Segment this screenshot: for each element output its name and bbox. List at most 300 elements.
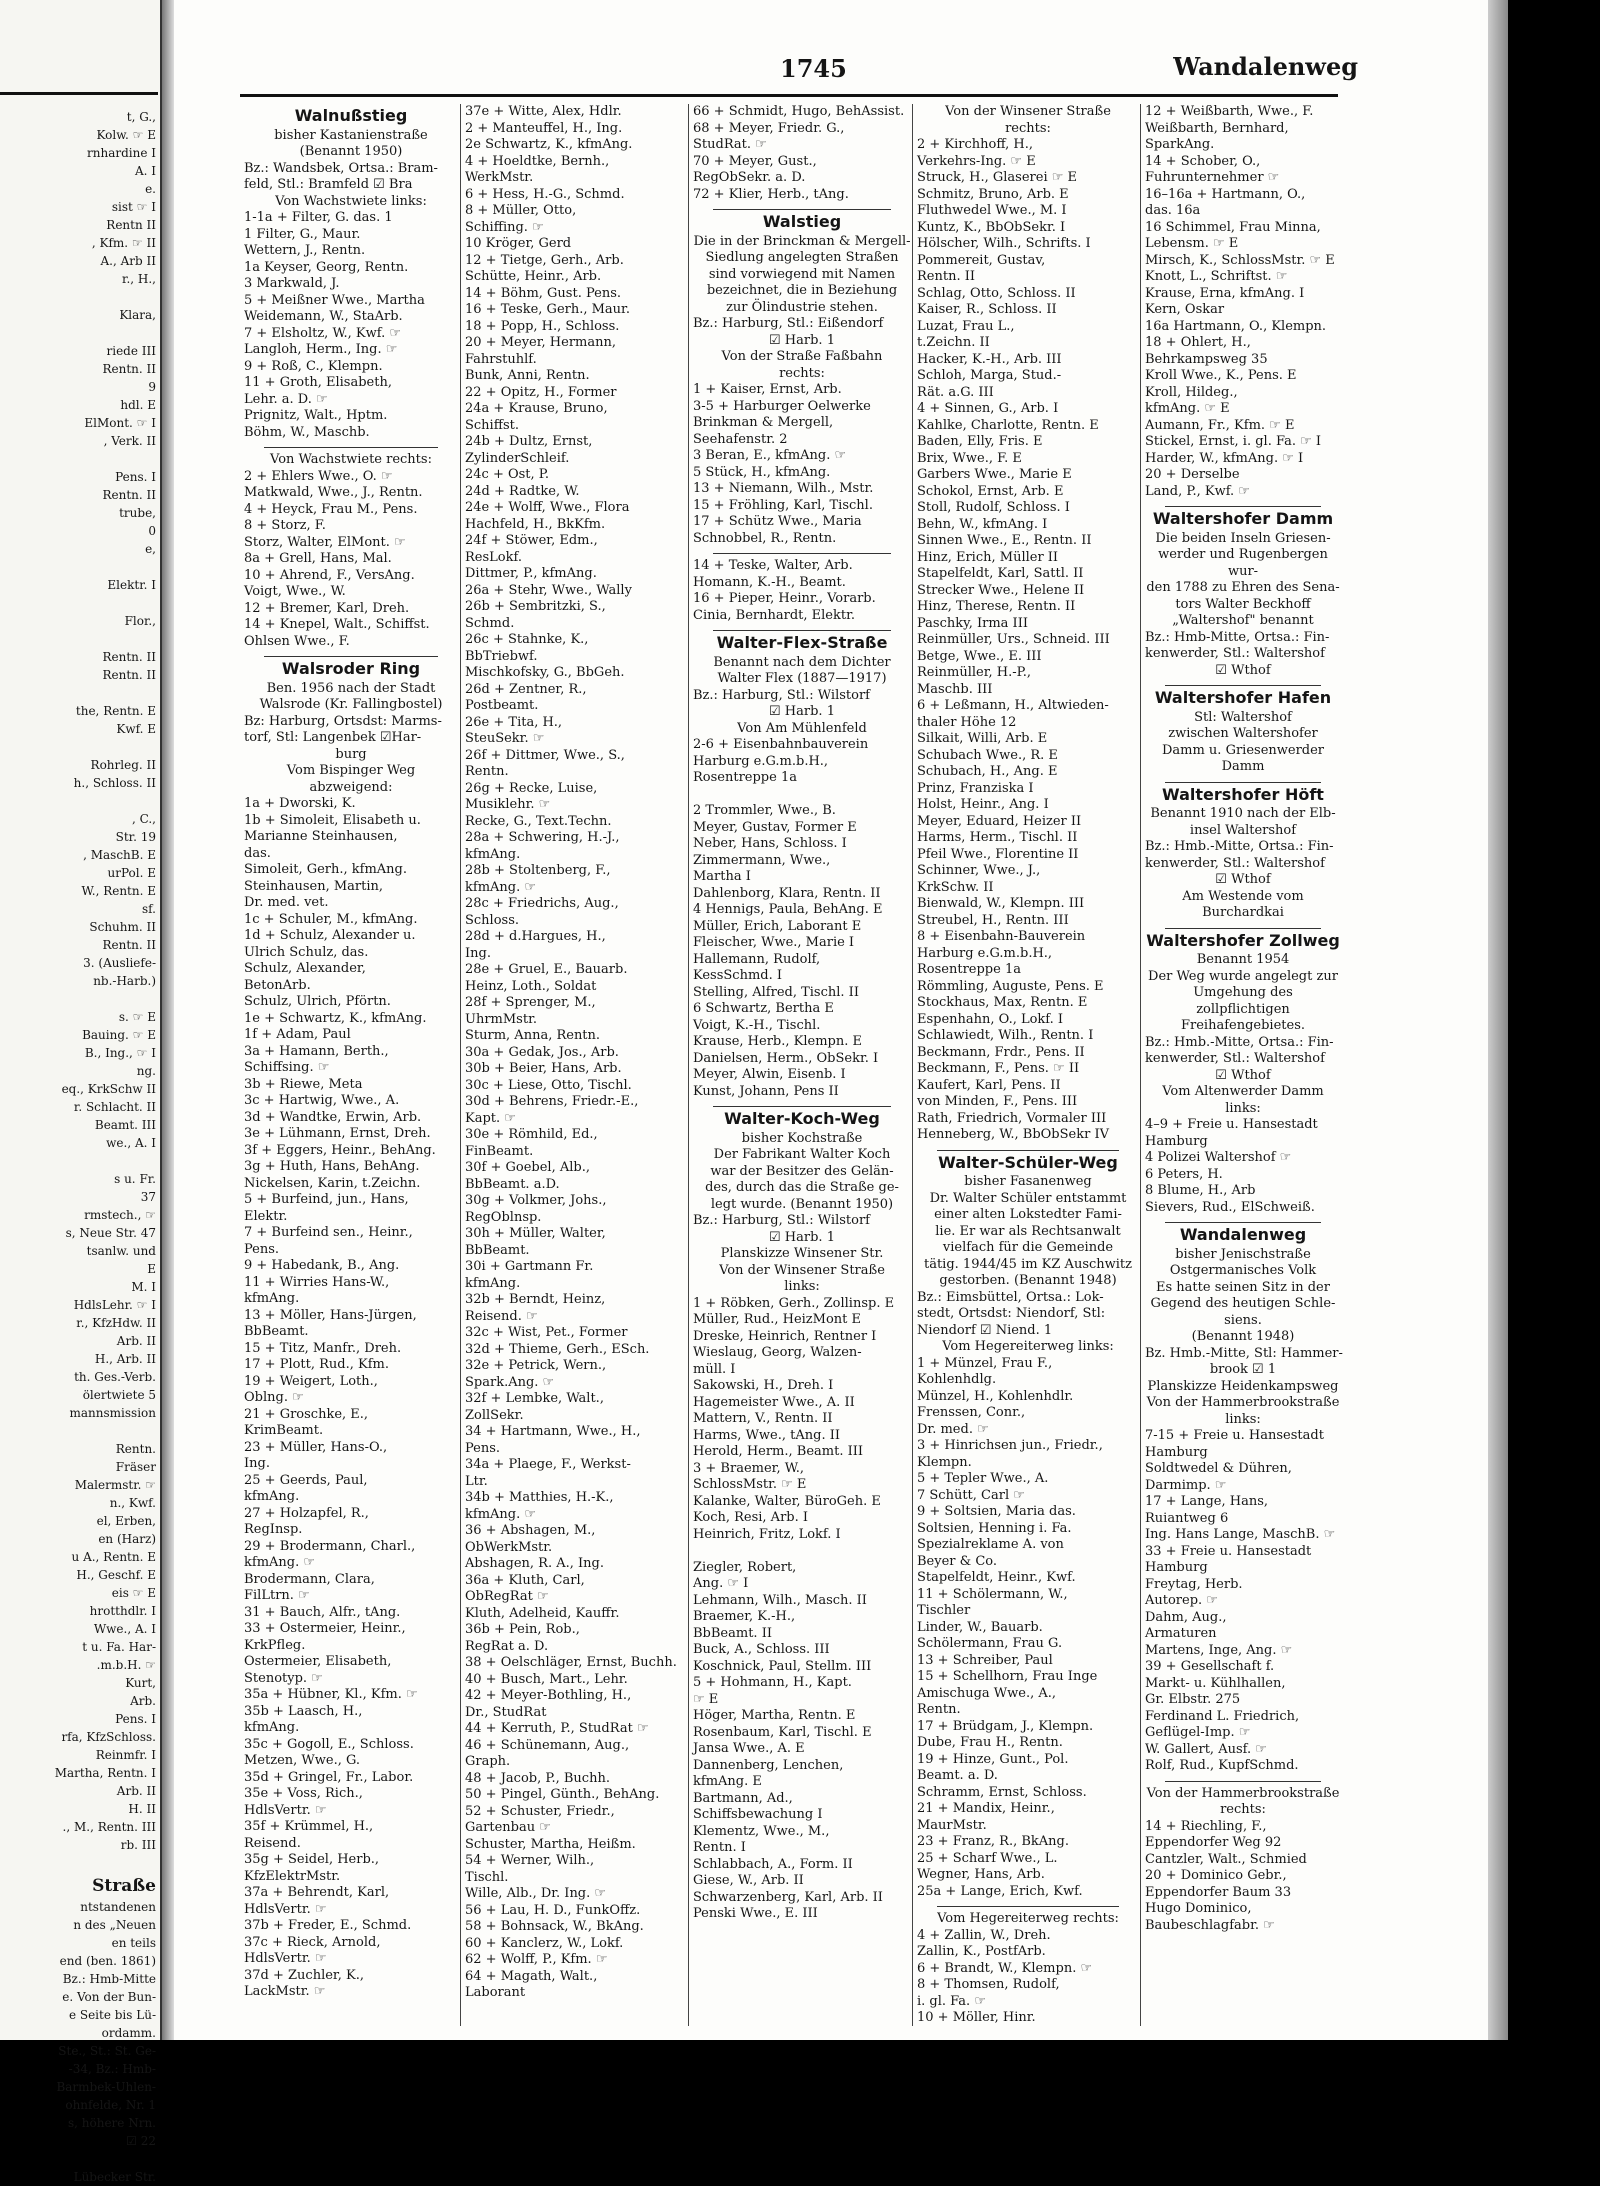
directory-entry: Fluthwedel Wwe., M. I <box>917 203 1067 218</box>
directory-entry: i. gl. Fa. ☞ <box>917 1993 986 2009</box>
previous-page-line: t u. Fa. Har- <box>82 1640 156 1654</box>
directory-entry: 30c + Liese, Otto, Tischl. <box>465 1077 632 1093</box>
directory-entry: Armaturen <box>1145 1626 1217 1641</box>
previous-page-text <box>0 108 160 2186</box>
previous-page-line: Rentn. II <box>102 488 156 502</box>
previous-page-line: sf. <box>142 902 156 916</box>
directory-entry: Knott, L., Schriftst. ☞ <box>1145 269 1288 284</box>
previous-page-line: r., KfzHdw. II <box>76 1316 156 1330</box>
directory-entry: kfmAng. <box>244 1291 300 1306</box>
directory-entry: Sievers, Rud., ElSchweiß. <box>1145 1199 1315 1215</box>
directory-entry: 48 + Jacob, P., Buchh. <box>465 1770 610 1786</box>
directory-entry: Behrkampsweg 35 <box>1145 351 1268 367</box>
directory-entry: BbBeamt. II <box>693 1625 772 1641</box>
directory-entry: Krause, Herb., Klempn. E <box>693 1034 862 1049</box>
directory-entry: Kroll, Hildeg., <box>1145 384 1238 400</box>
previous-page-line: H., Geschf. E <box>76 1568 156 1582</box>
previous-page-line: eq., KrkSchw II <box>61 1082 156 1096</box>
section-divider <box>713 630 891 631</box>
directory-entry: Bz.: Harburg, Stl.: Wilstorf <box>693 1213 870 1228</box>
previous-page-line: ng. <box>136 1064 156 1078</box>
previous-page-line <box>2 2150 160 2168</box>
previous-page-line: Arb. II <box>116 1784 156 1798</box>
directory-entry: Klementz, Wwe., M., <box>693 1823 830 1839</box>
directory-entry: Müller, Rud., HeizMont E <box>693 1312 862 1327</box>
directory-entry: 10 Kröger, Gerd <box>465 236 572 251</box>
column-4 <box>912 104 1143 2026</box>
directory-entry: 12 + Bremer, Karl, Dreh. <box>244 600 410 616</box>
directory-entry: Schiffsing. ☞ <box>244 1060 330 1075</box>
directory-entry: 32f + Lembke, Walt., <box>465 1391 604 1406</box>
previous-page-line: Pens. I <box>115 1712 156 1726</box>
directory-entry: Harburg e.G.m.b.H., <box>917 945 1053 961</box>
directory-entry: SteuSekr. ☞ <box>465 731 545 746</box>
directory-entry: Stoll, Rudolf, Schloss. I <box>917 500 1070 515</box>
directory-entry: 18 + Popp, H., Schloss. <box>465 318 620 334</box>
directory-entry: Prignitz, Walt., Hptm. <box>244 408 388 423</box>
directory-entry: Linder, W., Bauarb. <box>917 1619 1043 1635</box>
directory-entry: 3c + Hartwig, Wwe., A. <box>244 1093 400 1108</box>
directory-entry: kfmAng. ☞ <box>465 1506 537 1522</box>
directory-entry: Reisend. <box>244 1835 301 1851</box>
previous-page-line: Bauing. ☞ E <box>82 1028 156 1042</box>
street-note: Es hatte seinen Sitz in der <box>1156 1279 1330 1295</box>
directory-entry: 16 + Teske, Gerh., Maur. <box>465 302 630 317</box>
directory-entry: 15 + Titz, Manfr., Dreh. <box>244 1340 402 1356</box>
directory-entry: KfzElektrMstr. <box>244 1868 341 1884</box>
directory-entry: 4 Hennigs, Paula, BehAng. E <box>693 902 883 917</box>
previous-page-line: en (Harz) <box>98 1532 156 1546</box>
directory-entry: Rosentreppe 1a <box>917 962 1021 977</box>
directory-entry: 28f + Sprenger, M., <box>465 995 596 1010</box>
street-note: Der Fabrikant Walter Koch <box>713 1147 891 1162</box>
directory-entry: kfmAng. ☞ <box>244 1555 316 1570</box>
directory-entry: 36 + Abshagen, M., <box>465 1523 596 1538</box>
directory-entry: Fuhrunternehmer ☞ <box>1145 170 1280 185</box>
directory-entry: 35a + Hübner, Kl., Kfm. ☞ <box>244 1687 418 1702</box>
directory-entry: Rath, Friedrich, Vormaler III <box>917 1110 1107 1126</box>
section-divider <box>1165 1222 1321 1223</box>
directory-entry: 27 + Holzapfel, R., <box>244 1505 369 1521</box>
directory-entry: Reisend. ☞ <box>465 1308 538 1324</box>
previous-page-line: end (ben. 1861) <box>59 1954 156 1968</box>
directory-entry: Kahlke, Charlotte, Rentn. E <box>917 417 1099 433</box>
directory-entry: 6 Peters, H. <box>1145 1166 1223 1182</box>
previous-page-line: ☑ 22 <box>126 2134 156 2148</box>
directory-entry: 5 + Meißner Wwe., Martha <box>244 292 425 308</box>
directory-entry: Cantzler, Walt., Schmied <box>1145 1851 1307 1867</box>
directory-entry: Niendorf ☑ Niend. 1 <box>917 1322 1053 1338</box>
previous-page-line: ntstandenen <box>80 1900 156 1914</box>
directory-entry: Schulz, Alexander, <box>244 961 366 976</box>
directory-entry: Reinmüller, Urs., Schneid. III <box>917 632 1110 647</box>
directory-entry: Kluth, Adelheid, Kauffr. <box>465 1605 620 1621</box>
directory-entry: 34a + Plaege, F., Werkst- <box>465 1457 631 1472</box>
directory-entry: 30g + Volkmer, Johs., <box>465 1193 607 1208</box>
directory-entry: Spezialreklame A. von <box>917 1537 1064 1552</box>
street-note: ☑ Harb. 1 <box>769 1229 835 1245</box>
directory-entry: 26c + Stahnke, K., <box>465 632 589 647</box>
directory-entry: 14 + Schober, O., <box>1145 153 1261 169</box>
directory-entry: 2 Trommler, Wwe., B. <box>693 803 836 818</box>
directory-entry: 3f + Eggers, Heinr., BehAng. <box>244 1142 436 1158</box>
directory-entry: Weißbarth, Bernhard, <box>1145 120 1289 136</box>
directory-entry: Schiffsbewachung I <box>693 1807 823 1822</box>
directory-entry: Matkwald, Wwe., J., Rentn. <box>244 485 423 500</box>
previous-page-line: s. ☞ E <box>118 1010 156 1024</box>
directory-entry: 30i + Gartmann Fr. <box>465 1259 594 1274</box>
directory-entry: Hamburg <box>1145 1560 1208 1575</box>
directory-entry: 1d + Schulz, Alexander u. <box>244 928 416 943</box>
directory-entry: 62 + Wolff, P., Kfm. ☞ <box>465 1952 608 1967</box>
previous-page-line: h., Schloss. II <box>73 776 156 790</box>
street-heading: Waltershofer Damm <box>1152 509 1334 528</box>
previous-page-line: B., Ing., ☞ I <box>84 1046 156 1060</box>
directory-entry: 8 + Eisenbahn-Bauverein <box>917 929 1086 944</box>
previous-page-line: e, <box>145 542 156 556</box>
directory-entry: Bz.: Wandsbek, Ortsa.: Bram- <box>244 160 438 176</box>
directory-entry: Soltsien, Henning i. Fa. <box>917 1520 1072 1536</box>
previous-page-line: urPol. E <box>107 866 156 880</box>
street-note: abzweigend: <box>309 779 393 795</box>
previous-page-line <box>2 630 160 648</box>
previous-page-line: Kolw. ☞ E <box>96 128 156 142</box>
directory-entry: 2 + Ehlers Wwe., O. ☞ <box>244 468 393 484</box>
directory-entry: Aumann, Fr., Kfm. ☞ E <box>1145 417 1295 433</box>
directory-entry: 8 + Thomsen, Rudolf, <box>917 1977 1060 1992</box>
street-note: bisher Kochstraße <box>741 1130 863 1146</box>
directory-entry: Wille, Alb., Dr. Ing. ☞ <box>465 1886 607 1901</box>
street-heading: Walsroder Ring <box>281 659 421 678</box>
directory-entry: 12 + Weißbarth, Wwe., F. <box>1145 104 1314 119</box>
previous-page-line: Ste., St.: St. Ge- <box>58 2044 156 2058</box>
directory-entry: Simoleit, Gerh., kfmAng. <box>244 862 408 877</box>
directory-entry: Schuster, Martha, Heißm. <box>465 1836 636 1852</box>
directory-entry: Hamburg <box>1145 1133 1208 1149</box>
directory-entry: Münzel, H., Kohlenhdlr. <box>917 1388 1074 1404</box>
directory-entry: Beyer & Co. <box>917 1553 998 1569</box>
previous-page-line: tsanlw. und <box>86 1244 156 1258</box>
previous-page-line: e. Von der Bun- <box>62 1990 156 2004</box>
directory-entry: Schloh, Marga, Stud.- <box>917 368 1062 383</box>
directory-entry: Bz.: Hmb-Mitte, Ortsa.: Fin- <box>1145 629 1330 645</box>
directory-entry: Marianne Steinhausen, <box>244 829 398 844</box>
street-note: Planskizze Winsener Str. <box>720 1246 884 1261</box>
directory-entry: Silkait, Willi, Arb. E <box>917 731 1048 746</box>
directory-entry: 8 + Müller, Otto, <box>465 203 577 218</box>
directory-entry: 3 + Braemer, W., <box>693 1460 805 1476</box>
directory-entry: 18 + Ohlert, H., <box>1145 335 1251 350</box>
directory-entry: 39 + Gesellschaft f. <box>1145 1659 1275 1674</box>
directory-entry: das. 16a <box>1145 203 1201 218</box>
street-note: tätig. 1944/45 im KZ Auschwitz <box>923 1256 1133 1272</box>
directory-entry: Pens. <box>244 1241 280 1257</box>
directory-entry: 3e + Lühmann, Ernst, Dreh. <box>244 1126 431 1141</box>
directory-entry: 1 + Münzel, Frau F., <box>917 1355 1053 1371</box>
street-note: Vom Altenwerder Damm links: <box>1162 1084 1324 1116</box>
column-1 <box>240 104 462 2026</box>
header-rule <box>240 94 1338 97</box>
directory-entry: 1 Filter, G., Maur. <box>244 226 361 242</box>
directory-entry: Beckmann, Frdr., Pens. II <box>917 1044 1085 1060</box>
street-note: zur Ölindustrie stehen. <box>726 299 878 315</box>
directory-entry: 13 + Niemann, Wilh., Mstr. <box>693 481 874 496</box>
directory-entry: 35g + Seidel, Herb., <box>244 1852 380 1867</box>
directory-entry: Lehmann, Wilh., Masch. II <box>693 1592 867 1608</box>
previous-page-line: 37 <box>140 1190 156 1204</box>
directory-entry: 32e + Petrick, Wern., <box>465 1358 607 1373</box>
directory-entry: WerkMstr. <box>465 170 534 185</box>
previous-page-line: rnhardine I <box>87 146 156 160</box>
column-2 <box>460 104 691 2026</box>
directory-entry: Meyer, Alwin, Eisenb. I <box>693 1067 846 1082</box>
street-note: burg <box>335 746 367 762</box>
directory-entry: HdlsVertr. ☞ <box>244 1951 327 1966</box>
directory-entry: 34b + Matthies, H.-K., <box>465 1490 614 1505</box>
directory-entry: RegObSekr. a. D. <box>693 170 806 185</box>
directory-entry: 30f + Goebel, Alb., <box>465 1160 590 1175</box>
directory-entry: 4–9 + Freie u. Hansestadt <box>1145 1117 1318 1132</box>
directory-entry: 36a + Kluth, Carl, <box>465 1572 585 1588</box>
directory-entry: Kaiser, R., Schloss. II <box>917 302 1057 317</box>
street-note: (Benannt 1948) <box>1191 1329 1295 1344</box>
directory-entry: 30h + Müller, Walter, <box>465 1226 606 1241</box>
section-divider <box>937 1150 1119 1151</box>
section-divider <box>264 656 438 657</box>
street-note: Von der Straße Faßbahn <box>721 349 883 364</box>
directory-entry: 15 + Schellhorn, Frau Inge <box>917 1669 1098 1684</box>
previous-page-line: A., Arb II <box>100 254 156 268</box>
directory-entry: Harder, W., kfmAng. ☞ I <box>1145 450 1304 466</box>
directory-entry: 66 + Schmidt, Hugo, BehAssist. <box>693 104 905 119</box>
street-heading: Waltershofer Zollweg <box>1146 930 1340 950</box>
previous-page-line: Malermstr. ☞ <box>74 1478 156 1492</box>
previous-page-heading: Straße <box>92 1876 156 1896</box>
directory-entry: BbBeamt. a.D. <box>465 1176 560 1192</box>
directory-entry: 28a + Schwering, H.-J., <box>465 830 620 845</box>
directory-entry: Pommereit, Gustav, <box>917 252 1046 268</box>
street-note: ☑ Harb. 1 <box>769 332 835 348</box>
previous-page-line: we., A. I <box>106 1136 156 1150</box>
street-note: Vom Hegereiterweg links: <box>942 1339 1114 1354</box>
directory-entry: 21 + Groschke, E., <box>244 1406 369 1422</box>
directory-entry: Brinkman & Mergell, <box>693 415 834 430</box>
directory-entry: Land, P., Kwf. ☞ <box>1145 483 1250 499</box>
previous-page-line: the, Rentn. E <box>75 704 156 718</box>
directory-entry <box>693 787 911 804</box>
directory-entry: Bz.: Hmb.-Mitte, Ortsa.: Fin- <box>1145 839 1334 854</box>
directory-entry: Abshagen, R. A., Ing. <box>465 1556 604 1571</box>
street-note: ☑ Harb. 1 <box>769 704 835 719</box>
directory-entry: 11 + Groth, Elisabeth, <box>244 375 392 390</box>
directory-entry: 37b + Freder, E., Schmd. <box>244 1918 412 1933</box>
directory-entry: Böhm, W., Maschb. <box>244 424 370 440</box>
directory-entry: Prinz, Franziska I <box>917 780 1034 796</box>
previous-page-line: -34, Bz.: Hmb- <box>68 2062 156 2076</box>
directory-entry: 24c + Ost, P. <box>465 467 550 482</box>
directory-entry: Kaufert, Karl, Pens. II <box>917 1077 1061 1093</box>
directory-entry: Baden, Elly, Fris. E <box>917 434 1043 449</box>
directory-entry: Wettern, J., Rentn. <box>244 243 366 258</box>
previous-page-line: HdlsLehr. ☞ I <box>73 1298 156 1312</box>
previous-page-line: , Kfm. ☞ II <box>91 236 156 250</box>
street-note: Gegend des heutigen Schle- <box>1150 1296 1336 1311</box>
directory-entry: Reinmüller, H.-P., <box>917 665 1032 680</box>
section-divider <box>264 447 438 448</box>
previous-page-line <box>2 684 160 702</box>
directory-entry: 32c + Wist, Pet., Former <box>465 1325 628 1340</box>
directory-entry: UhrmMstr. <box>465 1011 537 1027</box>
directory-entry: 20 + Meyer, Hermann, <box>465 335 616 350</box>
previous-page-line: H. II <box>128 1802 156 1816</box>
directory-entry: Kohlenhdlg. <box>917 1372 997 1387</box>
directory-entry: Sakowski, H., Dreh. I <box>693 1378 834 1393</box>
directory-entry: Dahm, Aug., <box>1145 1609 1227 1625</box>
previous-page-line: Arb. II <box>116 1334 156 1348</box>
directory-entry: 40 + Busch, Mart., Lehr. <box>465 1671 628 1687</box>
directory-entry: Dreske, Heinrich, Rentner I <box>693 1328 877 1344</box>
directory-entry: Dube, Frau H., Rentn. <box>917 1735 1063 1750</box>
previous-page-line: H., Arb. II <box>94 1352 156 1366</box>
directory-entry: 5 Stück, H., kfmAng. <box>693 464 831 480</box>
directory-entry: Jansa Wwe., A. E <box>693 1741 805 1756</box>
directory-entry: 8 Blume, H., Arb <box>1145 1183 1256 1198</box>
directory-entry: SchlossMstr. ☞ E <box>693 1477 807 1492</box>
directory-entry: Frenssen, Conr., <box>917 1405 1026 1420</box>
directory-entry: 50 + Pingel, Günth., BehAng. <box>465 1787 660 1802</box>
street-note: links: <box>1225 1411 1261 1427</box>
previous-page-line: riede III <box>106 344 156 358</box>
directory-entry: Hamburg <box>1145 1444 1208 1460</box>
section-divider <box>1165 685 1321 686</box>
directory-entry: Baubeschlagfabr. ☞ <box>1145 1917 1275 1933</box>
previous-page-line: Str. 19 <box>115 830 156 844</box>
directory-entry: 35e + Voss, Rich., <box>244 1786 363 1801</box>
street-note: rechts: <box>1220 1802 1266 1817</box>
directory-entry: 60 + Kanclerz, W., Lokf. <box>465 1935 624 1951</box>
street-note: werder und Rugenbergen wur- <box>1158 547 1328 579</box>
street-note: Von Wachstwiete rechts: <box>270 452 432 467</box>
street-note: ☑ Wthof <box>1215 872 1271 887</box>
directory-entry: kenwerder, Stl.: Waltershof <box>1145 1051 1325 1066</box>
directory-entry: 24f + Stöwer, Edm., <box>465 533 598 548</box>
directory-entry: 23 + Franz, R., BkAng. <box>917 1834 1070 1849</box>
directory-entry: 5 + Tepler Wwe., A. <box>917 1471 1049 1486</box>
directory-entry: Penski Wwe., E. III <box>693 1906 818 1921</box>
directory-entry: 56 + Lau, H. D., FunkOffz. <box>465 1902 641 1918</box>
previous-page-line: r., H., <box>122 272 156 286</box>
directory-entry: Schramm, Ernst, Schloss. <box>917 1784 1087 1800</box>
directory-entry: Kalanke, Walter, BüroGeh. E <box>693 1493 881 1509</box>
previous-page-line: s u. Fr. <box>114 1172 156 1186</box>
directory-entry: 3 Markwald, J. <box>244 276 340 291</box>
previous-page-line: rb. III <box>120 1838 156 1852</box>
previous-page-line: nb.-Harb.) <box>93 974 156 988</box>
directory-entry: 3 + Hinrichsen jun., Friedr., <box>917 1438 1103 1453</box>
street-note: vielfach für die Gemeinde <box>942 1240 1114 1255</box>
directory-entry: Bz.: Harburg, Stl.: Wilstorf <box>693 687 870 703</box>
directory-entry: Zallin, K., PostfArb. <box>917 1944 1046 1959</box>
previous-page-line <box>2 990 160 1008</box>
directory-entry: 11 + Schölermann, W., <box>917 1586 1068 1602</box>
directory-entry: Kapt. ☞ <box>465 1110 516 1126</box>
directory-entry: Bz.: Harburg, Stl.: Eißendorf <box>693 316 884 331</box>
directory-entry: Ltr. <box>465 1473 488 1489</box>
previous-page-line: n des „Neuen <box>73 1918 156 1932</box>
directory-entry: 1e + Schwartz, K., kfmAng. <box>244 1010 427 1026</box>
directory-entry: kfmAng. <box>244 1489 300 1504</box>
directory-entry: Voigt, K.-H., Tischl. <box>693 1017 821 1033</box>
previous-page-line: , C., <box>131 812 156 826</box>
directory-entry: Kern, Oskar <box>1145 302 1225 317</box>
directory-entry: 2 + Manteuffel, H., Ing. <box>465 120 623 136</box>
previous-page-line <box>2 1422 160 1440</box>
directory-entry: Stockhaus, Max, Rentn. E <box>917 995 1088 1010</box>
directory-entry: 16–16a + Hartmann, O., <box>1145 186 1306 202</box>
directory-entry: 8a + Grell, Hans, Mal. <box>244 551 392 566</box>
previous-page-line: Fräser <box>115 1460 156 1474</box>
directory-entry: Tischl. <box>465 1869 509 1885</box>
directory-entry: 24d + Radtke, W. <box>465 483 580 499</box>
directory-entry: Hinz, Therese, Rentn. II <box>917 599 1076 614</box>
directory-entry: HdlsVertr. ☞ <box>244 1802 327 1818</box>
street-heading: Walter-Flex-Straße <box>716 633 888 652</box>
previous-page-line: Kurt, <box>125 1676 156 1690</box>
directory-entry: Römmling, Auguste, Pens. E <box>917 978 1104 994</box>
directory-entry: Bz: Harburg, Ortsdst: Marms- <box>244 713 442 729</box>
directory-entry: BetonArb. <box>244 977 311 993</box>
directory-entry: 7 + Elsholtz, W., Kwf. ☞ <box>244 325 402 341</box>
directory-entry: 11 + Wirries Hans-W., <box>244 1274 390 1290</box>
directory-entry: 1a + Dworski, K. <box>244 796 356 811</box>
directory-entry: Beckmann, F., Pens. ☞ II <box>917 1061 1080 1076</box>
directory-entry: Ostermeier, Elisabeth, <box>244 1654 392 1669</box>
directory-entry: Kroll Wwe., K., Pens. E <box>1145 368 1297 383</box>
directory-entry: Heinrich, Fritz, Lokf. I <box>693 1526 841 1542</box>
directory-entry: Ruiantweg 6 <box>1145 1510 1229 1526</box>
section-divider <box>1165 506 1321 507</box>
directory-entry: ResLokf. <box>465 549 522 565</box>
previous-page-line: Reinmfr. I <box>95 1748 156 1762</box>
directory-entry: Danielsen, Herm., ObSekr. I <box>693 1050 879 1066</box>
previous-page-line: Rentn II <box>106 218 156 232</box>
previous-page-line: Schuhm. II <box>89 920 156 934</box>
directory-entry: 9 + Soltsien, Maria das. <box>917 1504 1076 1519</box>
directory-entry: KrkPfleg. <box>244 1637 306 1653</box>
directory-entry: 70 + Meyer, Gust., <box>693 153 817 169</box>
directory-entry: Stenotyp. ☞ <box>244 1670 323 1686</box>
directory-entry: Rolf, Rud., KupfSchmd. <box>1145 1758 1299 1773</box>
directory-entry: Meyer, Eduard, Heizer II <box>917 813 1082 829</box>
street-note: links: <box>784 1279 820 1294</box>
street-note: Die beiden Inseln Griesen- <box>1155 530 1331 546</box>
section-divider <box>1165 928 1321 929</box>
directory-entry: ZylinderSchleif. <box>465 450 570 466</box>
previous-page-line: .m.b.H. ☞ <box>96 1658 156 1672</box>
previous-page-line: A. I <box>134 164 156 178</box>
directory-entry: 26b + Sembritzki, S., <box>465 599 606 614</box>
directory-entry: FinBeamt. <box>465 1143 534 1159</box>
street-heading: Wandalenweg <box>1179 1225 1307 1244</box>
directory-entry: Schulz, Ulrich, Pförtn. <box>244 994 391 1009</box>
directory-entry: Cinia, Bernhardt, Elektr. <box>693 607 855 623</box>
previous-page-line: W., Rentn. E <box>81 884 156 898</box>
street-note: den 1788 zu Ehren des Sena- <box>1146 580 1340 595</box>
directory-entry: Luzat, Frau L., <box>917 318 1015 334</box>
directory-entry: Struck, H., Glaserei ☞ E <box>917 170 1078 185</box>
street-note: Walter Flex (1887—1917) <box>717 671 887 686</box>
directory-entry: Rät. a.G. III <box>917 384 994 400</box>
